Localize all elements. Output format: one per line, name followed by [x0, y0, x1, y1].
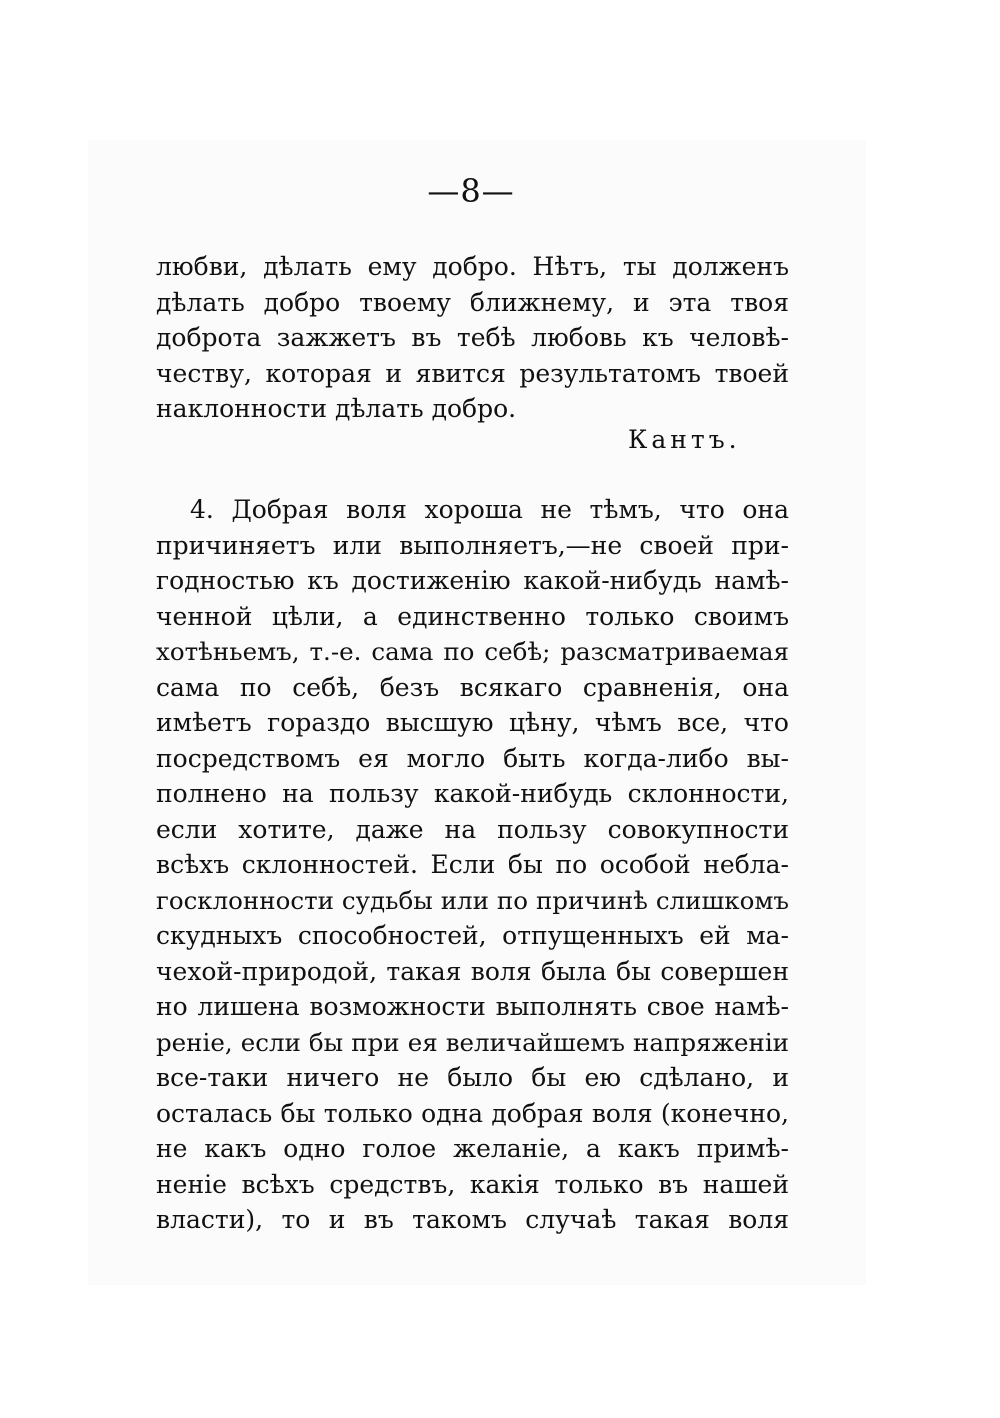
text-line: если хотите, даже на пользу совокупности: [156, 814, 789, 844]
text-line: чехой-природой, такая воля была бы совершен: [156, 956, 789, 986]
text-line: всѣхъ склонностей. Если бы по особой небла-: [156, 850, 789, 879]
text-line: полнено на пользу какой-нибудь склонности,: [156, 779, 789, 808]
page-number: —8—: [427, 172, 515, 210]
text-line: осталась бы только одна добрая воля (конечно,: [156, 1098, 789, 1128]
paragraph-2: [156, 492, 789, 1238]
text-line: причиняетъ или выполняетъ,—не своей при-: [156, 530, 789, 560]
text-line: посредствомъ ея могло быть когда-либо вы-: [156, 743, 789, 773]
text-line: власти), то и въ такомъ случаѣ такая воля: [156, 1205, 789, 1234]
text-line: 4. Добрая воля хороша не тѣмъ, что она: [190, 495, 789, 524]
text-line: сама по себѣ, безъ всякаго сравненія, она: [156, 672, 789, 702]
text-line: хотѣньемъ, т.-е. сама по себѣ; разсматриваемая: [156, 637, 789, 666]
paragraph-1: [156, 249, 789, 427]
text-line: не какъ одно голое желаніе, а какъ примѣ-: [156, 1134, 789, 1163]
text-line: ченной цѣли, а единственно только своимъ: [156, 601, 789, 631]
text-line: все-таки ничего не было бы ею сдѣлано, и: [156, 1063, 789, 1092]
text-line: реніе, если бы при ея величайшемъ напряженіи: [156, 1027, 789, 1057]
text-line: неніе всѣхъ средствъ, какія только въ нашей: [156, 1169, 789, 1199]
text-line: наклонности дѣлать добро.: [156, 394, 517, 423]
text-line: госклонности судьбы или по причинѣ слишкомъ: [156, 885, 789, 915]
text-line: доброта зажжетъ въ тебѣ любовь къ человѣ-: [156, 323, 789, 352]
text-line: годностью къ достиженію какой-нибудь намѣ-: [156, 566, 789, 595]
text-line: дѣлать добро твоему ближнему, и эта твоя: [156, 287, 789, 317]
author-signature: Кантъ.: [628, 425, 741, 454]
text-line: любви, дѣлать ему добро. Нѣтъ, ты долженъ: [156, 252, 789, 281]
text-line: но лишена возможности выполнять свое намѣ-: [156, 992, 789, 1021]
text-line: имѣетъ гораздо высшую цѣну, чѣмъ все, что: [156, 708, 789, 737]
text-line: скудныхъ способностей, отпущенныхъ ей ма-: [156, 921, 789, 950]
text-line: честву, которая и явится результатомъ твоей: [156, 358, 789, 388]
